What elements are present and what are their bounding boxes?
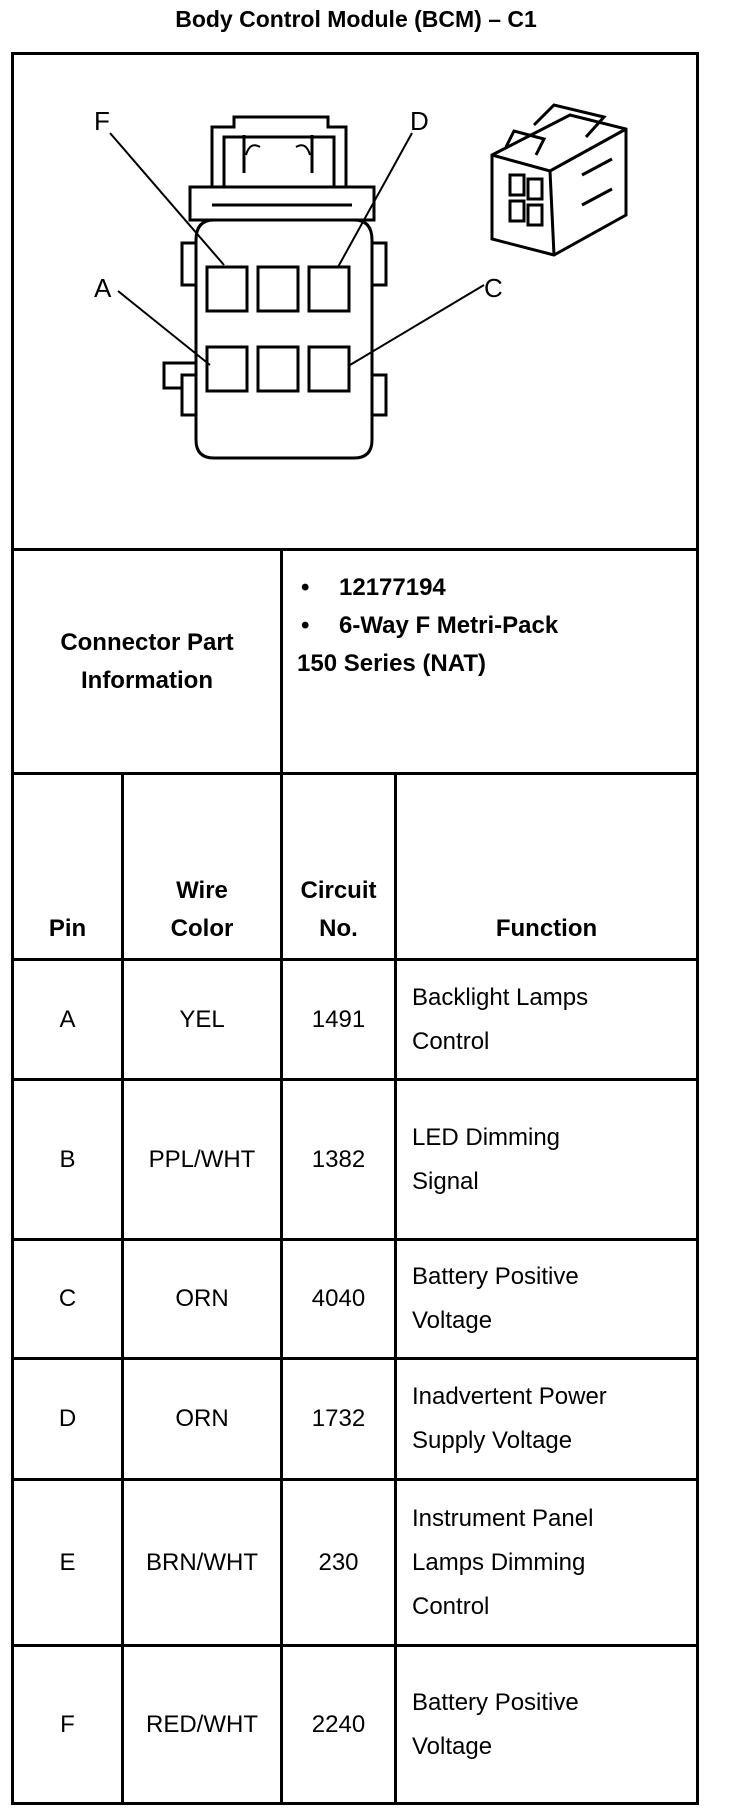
connector-part-label — [14, 551, 280, 772]
connector-type-item: • 6-Way F Metri-Pack — [301, 612, 559, 639]
cell-circuit: 1382 — [311, 1145, 366, 1173]
connector-face-drawing — [14, 55, 696, 548]
cell-function: LED Dimming Signal — [412, 1123, 561, 1195]
cell-pin: D — [58, 1405, 77, 1432]
cell-function: Inadvertent Power Supply Voltage — [412, 1383, 607, 1454]
cavity-b — [258, 347, 298, 391]
cell-pin: E — [59, 1548, 76, 1576]
pin-label-c: C — [484, 273, 503, 303]
connector-part-info — [283, 551, 696, 772]
cell-wire-color: PPL/WHT — [148, 1145, 256, 1173]
header-wire-color: Wire Color — [170, 877, 234, 942]
cell-pin: A — [59, 1005, 76, 1033]
cell-circuit: 2240 — [311, 1710, 366, 1738]
cell-circuit: 4040 — [311, 1285, 366, 1312]
cell-pin: C — [58, 1285, 77, 1312]
latch-outline — [212, 117, 346, 187]
cavity-d — [309, 267, 349, 311]
cavity-a — [207, 347, 247, 391]
cell-circuit: 1732 — [311, 1405, 366, 1432]
cell-function: Battery Positive Voltage — [412, 1688, 579, 1760]
page-title: Body Control Module (BCM) – C1 — [175, 6, 537, 32]
cell-wire-color: RED/WHT — [146, 1710, 258, 1738]
leader-d — [338, 133, 412, 267]
header-pin: Pin — [48, 915, 87, 942]
cell-circuit: 1491 — [311, 1005, 366, 1033]
cell-pin: B — [59, 1145, 76, 1173]
pin-label-f: F — [94, 106, 110, 136]
connector-body — [196, 220, 372, 458]
cell-wire-color: BRN/WHT — [146, 1548, 258, 1576]
cavity-c — [309, 347, 349, 391]
leader-f — [110, 133, 224, 265]
connector-diagram — [14, 55, 696, 548]
leader-c — [350, 285, 484, 365]
cavity-e — [258, 267, 298, 311]
header-circuit-no: Circuit No. — [300, 877, 377, 942]
header-function: Function — [495, 915, 598, 942]
cell-wire-color: ORN — [175, 1285, 229, 1312]
pin-label-a: A — [94, 273, 112, 303]
part-number-item: • 12177194 — [301, 574, 446, 601]
cell-wire-color: ORN — [175, 1405, 229, 1432]
cell-function: Backlight Lamps Control — [412, 983, 589, 1055]
connector-series: 150 Series (NAT) — [297, 650, 486, 677]
cell-pin: F — [60, 1710, 75, 1738]
cell-function: Instrument Panel Lamps Dimming Control — [412, 1504, 594, 1620]
cell-circuit: 230 — [318, 1548, 359, 1576]
cell-function: Battery Positive Voltage — [412, 1263, 579, 1334]
connector-part-label-line2: Information — [80, 666, 213, 694]
cell-wire-color: YEL — [179, 1005, 225, 1033]
connector-iso-sketch — [492, 105, 626, 255]
connector-part-label-line1: Connector Part — [60, 628, 234, 656]
pin-label-d: D — [410, 106, 429, 136]
cavity-f — [207, 267, 247, 311]
